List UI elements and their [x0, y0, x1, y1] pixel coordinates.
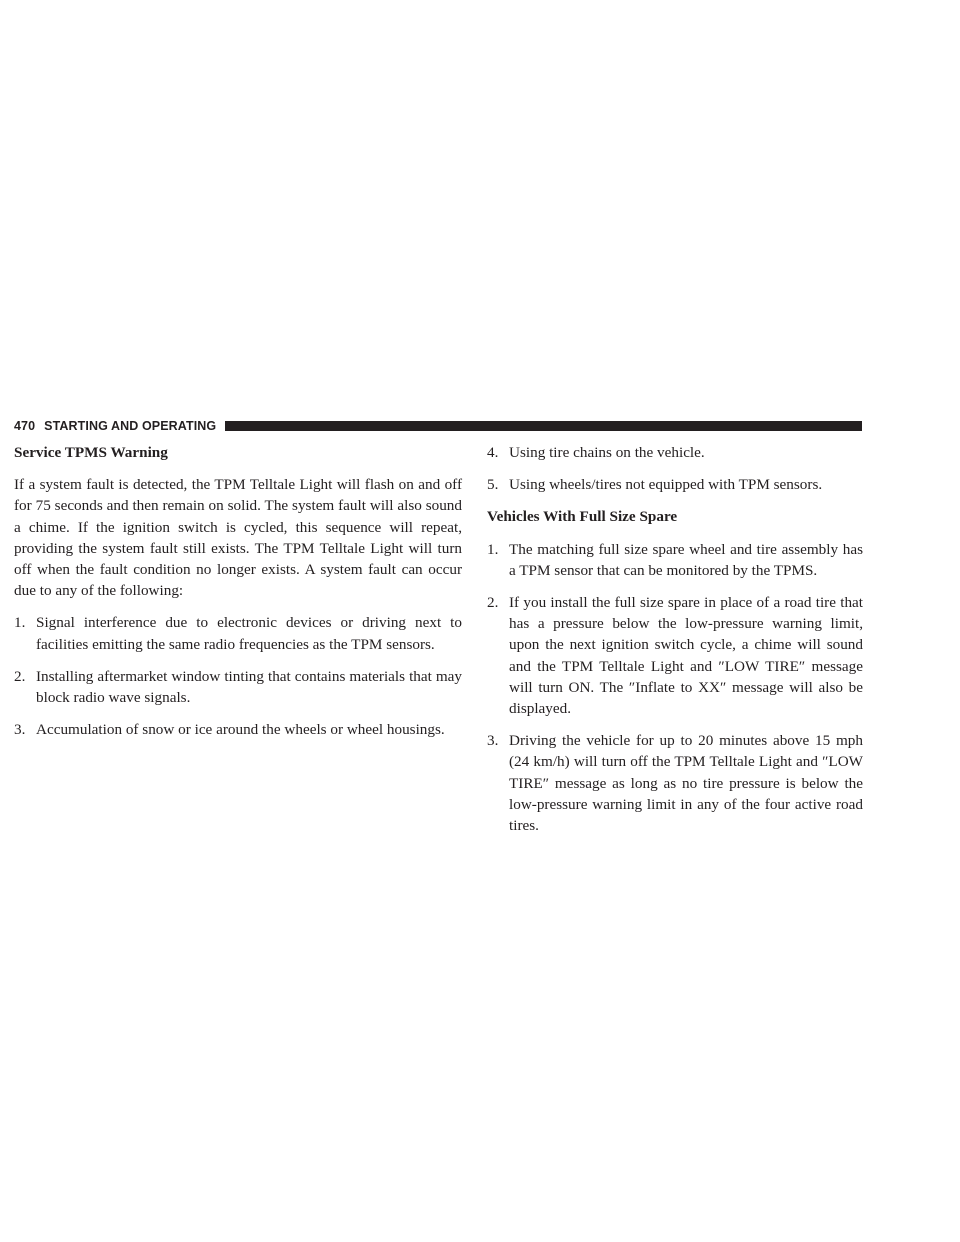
list-item-number: 1. — [14, 614, 26, 632]
list-item-number: 1. — [487, 540, 499, 558]
list-item-number: 3. — [487, 732, 499, 750]
list-item-number: 5. — [487, 476, 499, 494]
left-column — [14, 442, 462, 751]
list-item-text: Signal interference due to electronic devices or driving next to facilities emitting the same radio frequencies as the TPM sensors. — [36, 614, 462, 653]
list-item — [487, 539, 863, 581]
list-item-number: 2. — [14, 667, 26, 685]
list-item-text: Driving the vehicle for up to 20 minutes above 15 mph (24 km/h) will turn off the TPM Telltale Light and ″LOW TIRE″ message as long as no tire pressure is below the low-pressure warning limit in any of the four active road tires. — [509, 732, 863, 835]
list-item-number: 4. — [487, 444, 499, 461]
list-item — [487, 592, 863, 719]
section-title: STARTING AND OPERATING — [44, 419, 217, 433]
header-rule — [225, 421, 862, 431]
list-item — [14, 612, 462, 654]
list-item-text: If you install the full size spare in place of a road tire that has a pressure below the low-pressure warning limit, upon the next ignition switch cycle, a chime will sound and the TPM Telltale Light and ″LOW TIRE″ message will turn ON. The ″Inflate to XX″ message will also be displayed. — [509, 594, 863, 718]
list-item — [14, 719, 462, 740]
list-item-text: Using tire chains on the vehicle. — [509, 444, 705, 461]
list-item — [487, 730, 863, 836]
list-item-text: Installing aftermarket window tinting that contains materials that may block radio wave signals. — [36, 667, 462, 707]
list-item — [487, 474, 863, 495]
intro-paragraph: If a system fault is detected, the TPM Telltale Light will flash on and off for 75 seconds and then remain on solid. The system fault will also sound a chime. If the ignition switch is cycled, this sequence will repeat, providing the system fault still exists. The TPM Telltale Light will turn off when the fault condition no longer exists. A system fault can occur due to any of the following: — [14, 476, 462, 600]
page-header — [14, 418, 862, 434]
list-item-text: Accumulation of snow or ice around the wheels or wheel housings. — [36, 721, 445, 739]
list-item — [14, 666, 462, 708]
list-item-number: 2. — [487, 594, 499, 612]
page-number: 470 — [14, 419, 36, 433]
right-column — [487, 442, 863, 847]
list-item — [487, 442, 863, 463]
section-heading-service-tpms: Service TPMS Warning — [14, 444, 168, 461]
list-item-number: 3. — [14, 721, 26, 739]
section-heading-full-size-spare: Vehicles With Full Size Spare — [487, 508, 678, 526]
list-item-text: The matching full size spare wheel and tire assembly has a TPM sensor that can be monitored by the TPMS. — [509, 540, 863, 579]
list-item-text: Using wheels/tires not equipped with TPM sensors. — [509, 476, 823, 494]
